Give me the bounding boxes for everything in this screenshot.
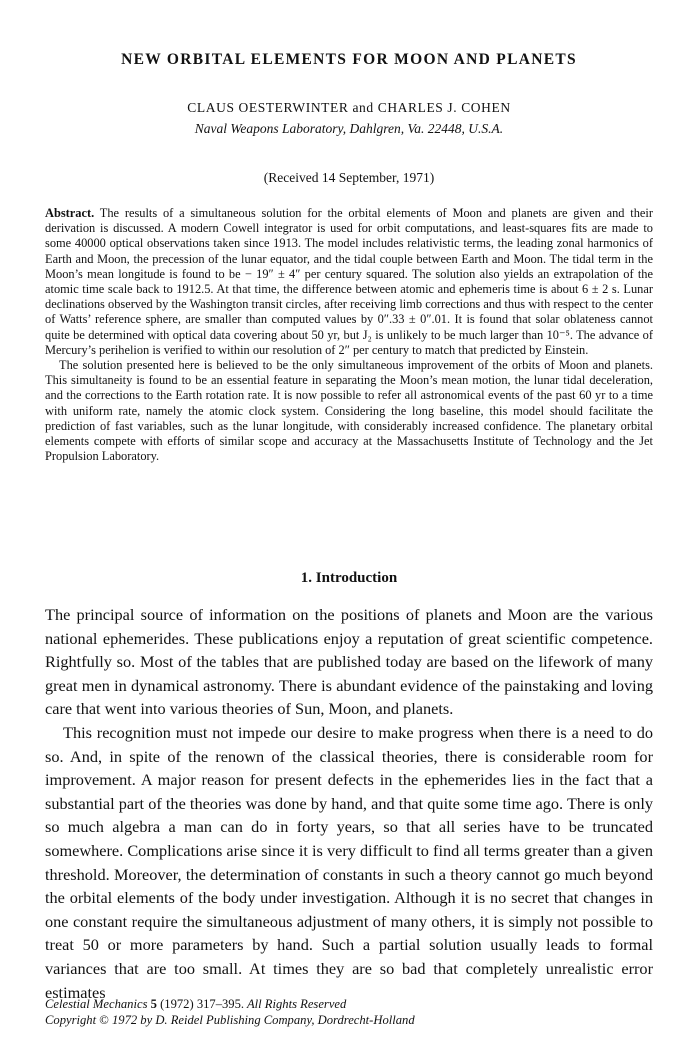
abstract-paragraph-1: [45, 206, 653, 358]
section-heading: 1. Introduction: [300, 570, 398, 586]
paper-title: NEW ORBITAL ELEMENTS FOR MOON AND PLANETS: [121, 51, 577, 68]
journal-name: Celestial Mechanics: [45, 997, 148, 1011]
body-paragraph-1: The principal source of information on the positions of planets and Moon are the various national ephemerides. These publications enjoy a reputation of great scientific competence. Rightfully so. Most of the tables that are published today are based on the lifework of many great men in dynamical astronomy. There is abundant evidence of the painstaking and loving care that went into various theories of Sun, Moon, and planets.: [45, 605, 653, 719]
body-paragraph-2: This recognition must not impede our desire to make progress when there is a need to do so. And, in spite of the renown of the classical theories, there is considerable room for improvement. A major reason for present defects in the ephemerides lies in the fact that a substantial part of the theories was done by hand, and that quite some time ago. There is only so much algebra a man can do in forty years, so that all series have to be truncated somewhere. Complications arise since it is very difficult to find all terms greater than a given threshold. Moreover, the determination of constants in such a theory cannot go much beyond the orbital elements of the body under investigation. Although it is no secret that changes in one constant require the simultaneous adjustment of many others, it is simply not possible to treat 50 or more parameters by hand. Such a partial solution usually leads to formal variances that are too small. At times they are so bad that completely unrealistic error estimates: [45, 722, 653, 1002]
author-affiliation: Naval Weapons Laboratory, Dahlgren, Va. 22448, U.S.A.: [194, 121, 504, 136]
abstract-label: Abstract.: [45, 206, 95, 220]
section-body: [45, 603, 653, 1004]
abstract-text-1: The results of a simultaneous solution for the orbital elements of Moon and planets are given and their derivation is discussed. A modern Cowell integrator is used for orbit computations, and least-squares fits are made to some 40000 optical observations taken since 1913. The model includes relativistic terms, the leading zonal harmonics of Earth and Moon, the precession of the lunar equator, and the tidal couple between Earth and Moon. The tidal term in the Moon’s mean longitude is found to be − 19″ ± 4″ per century squared. The solution also yields an extrapolation of the atomic time scale back to 1912.5. At that time, the difference between atomic and ephemeris time is about 6 ± 2 s. Lunar declinations observed by the Washington transit circles, after receiving limb corrections and thus with respect to the center of Watts’ reference sphere, are smaller than computed values by 0″.33 ± 0″.01. It is found that solar oblateness cannot quite be determined with optical data covering about 50 yr, but J₂ is unlikely to be much larger than 10⁻⁵. The advance of Mercury’s perihelion is verified to within our resolution of 2″ per century to match that predicted by Einstein.: [45, 206, 653, 357]
received-date: (Received 14 September, 1971): [263, 170, 435, 185]
citation-line: [45, 996, 653, 1012]
page-footer: [45, 996, 653, 1028]
author-list: CLAUS OESTERWINTER and CHARLES J. COHEN: [187, 100, 511, 115]
journal-year-pages: (1972) 317–395.: [160, 997, 245, 1011]
rights-notice: All Rights Reserved: [246, 997, 347, 1011]
abstract: [45, 206, 653, 464]
journal-volume: 5: [150, 997, 157, 1011]
copyright-label: Copyright: [45, 1013, 97, 1027]
abstract-paragraph-2: The solution presented here is believed to be the only simultaneous improvement of the orbits of Moon and planets. This simultaneity is found to be an essential feature in separating the Moon’s mean motion, the lunar tidal deceleration, and the corrections to the Earth rotation rate. It is now possible to refer all astronomical events of the past 60 yr to a time with uniform rate, namely the atomic clock system. Considering the long baseline, this model should facilitate the prediction of fast variables, such as the lunar longitude, with considerably increased confidence. The planetary orbital elements compete with efforts of similar scope and accuracy at the Massachusetts Institute of Technology and the Jet Propulsion Laboratory.: [45, 358, 653, 464]
copyright-symbol: ©: [99, 1013, 109, 1027]
copyright-line: [45, 1012, 653, 1028]
publisher-notice: 1972 by D. Reidel Publishing Company, Dordrecht-Holland: [111, 1013, 415, 1027]
